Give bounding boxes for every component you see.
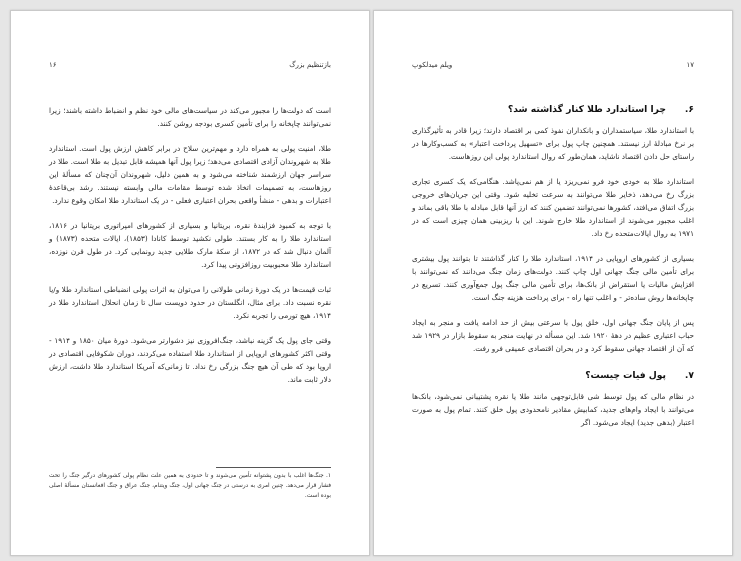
header-title: ویلم میدلکوپ [412, 61, 453, 69]
right-page [373, 10, 733, 556]
paragraph: با استاندارد طلا، سیاستمداران و بانکداران نفوذ کمی بر اقتصاد دارند؛ زیرا قادر به تأثیرگذاری بر نرخ مبادلهٔ ارز نیستند. همچنین چاپ پول برای «تسهیل پرداخت اعتبار» به کسب‌وکارها در راستای حل دادن اقتصاد ناشاید، همان‌طور که روال استاندارد پولی این روزهاست. [412, 126, 694, 161]
section-number: ۷. [684, 370, 694, 381]
paragraph: بسیاری از کشورهای اروپایی در ۱۹۱۴، استاندارد طلا را کنار گذاشتند تا بتوانند پول بیشتری برای تأمین مالی جنگ جهانی اول چاپ کنند. دولت‌های زمان جنگ می‌دانند که نمی‌توانند با افزایش مالیات یا استقراض از بانک‌ها، برای تأمین مالی جنگ پول جمع‌آوری کنند. تسریع در چاپخانه‌ها روش ساده‌تر - و اغلب تنها راه - برای پرداخت هزینه جنگ است. [412, 254, 695, 302]
paragraph: ثبات قیمت‌ها در یک دورهٔ زمانی طولانی را می‌توان به اثرات پولی انضباطی استاندارد طلا و/یا نقره نسبت داد. برای مثال، انگلستان در حدود دویست سال تا زمان انحلال استاندارد طلا در ۱۹۱۴، هیچ تورمی را تجربه نکرد. [49, 285, 331, 320]
body-text [412, 103, 694, 441]
paragraph: با توجه به کمبود فزایندهٔ نقره، بریتانیا و بسیاری از کشورهای امپراتوری بریتانیا در ۱۸۱۶، استاندارد طلا را به کار بستند. طولی نکشید توسط کانادا (۱۸۵۳)، ایالات متحده (۱۸۷۳) و آلمان دنبال شد که در ۱۸۷۲، از سکهٔ مارک طلایی جدید رونمایی کرد. در طول قرن نوزده، استاندارد طلا محبوبیت روزافزونی پیدا کرد. [49, 221, 331, 269]
section-title: چرا استاندارد طلا کنار گذاشته شد؟ [507, 104, 666, 115]
section-heading [412, 369, 694, 383]
paragraph: در نظام مالی که پول توسط شی قابل‌توجهی مانند طلا یا نقره پشتیبانی نمی‌شود، بانک‌ها می‌توانند با ایجاد وام‌های جدید، کمابیش مقادیر نامحدودی پول خلق کنند. تمام پول به صورت اعتبار (بدهی جدید) ایجاد می‌شود. اگر [412, 392, 694, 427]
page-number: ۱۷ [686, 61, 694, 69]
paragraph: پس از پایان جنگ جهانی اول، خلق پول با سرعتی بیش از حد ادامه یافت و منجر به ایجاد حباب اعتباری عظیم در دههٔ ۱۹۲۰ شد. این مسأله در نهایت منجر به سقوط بازار در ۱۹۲۹ شد که آن از اقتصاد جهانی سقوط کرد و در بحران اقتصادی عمیقی فرو رفت. [412, 318, 695, 353]
paragraph: طلا، امنیت پولی به همراه دارد و مهم‌ترین سلاح در برابر کاهش ارزش پول است. استاندارد طلا به شهروندان آزادی اقتصادی می‌دهد؛ زیرا پول آنها همیشه قابل تبدیل به طلا است. طلا در سراسر جهان ارزشمند شناخته می‌شود و به همین دلیل، شهروندان آن‌چنان که مسألهٔ این روزهاست، به تصمیمات اتخاذ شده توسط مقامات مالی وابسته نیستند. رشد بی‌قاعدهٔ اعتبارات و بدهی - منشأ واقعی بحران اعتباری فعلی - در یک استاندارد طلا امکان وقوع ندارد. [49, 144, 331, 205]
running-header [49, 59, 331, 71]
section-title: پول فیات چیست؟ [585, 370, 666, 381]
section-number: ۶. [684, 104, 694, 115]
footnote-divider [216, 467, 331, 468]
paragraph: استاندارد طلا به خودی خود فرو نمی‌ریزد یا از هم نمی‌پاشد. هنگامی‌که یک کسری تجاری بزرگ رخ می‌دهد، ذخایر طلا می‌توانند به سرعت تخلیه شود. وقتی این جریان‌های خروجی بزرگ اتفاق می‌افتد، کشورها نمی‌توانند تضمین کنند که ارز آنها قابل مبادله با طلا باقی بماند و اغلب مجبور می‌شوند از استاندارد طلا خارج شوند. این با ریزبینی همان چیزی است که در ۱۹۷۱ به روال ایالات‌متحده رخ داد. [412, 177, 694, 238]
footnote: ۱. جنگ‌ها اغلب با بدون پشتوانه تأمین می‌شوند و تا حدودی به همین علت نظام پولی کشورهای درگیر جنگ را تحت فشار قرار می‌دهد. چنین امری به درستی در جنگ جهانی اول، جنگ ویتنام، جنگ عراق و جنگ افغانستان مسألهٔ اصلی بوده است. [49, 473, 331, 499]
section-heading [412, 103, 694, 117]
body-text [49, 104, 331, 398]
paragraph: است که دولت‌ها را مجبور می‌کند در سیاست‌های مالی خود نظم و انضباط داشته باشند؛ زیرا نمی‌توانند چاپخانه را برای تأمین کسری بودجه روشن کنند. [49, 106, 331, 128]
paragraph: وقتی جای پول یک گزینه نباشد، جنگ‌افروزی نیز دشوارتر می‌شود. دورهٔ میان ۱۸۵۰ و ۱۹۱۴ - وقتی اکثر کشورهای اروپایی از استاندارد طلا استفاده می‌کردند، دوران شکوفایی اقتصادی در اروپا بود که طی آن هیچ جنگ بزرگی رخ نداد. تا زمانی‌که آمریکا استاندارد طلا داشت، ارزش دلار ثابت ماند. [49, 336, 332, 384]
header-title: بازتنظیم بزرگ [289, 61, 331, 69]
page-number: ۱۶ [49, 61, 57, 69]
running-header [412, 59, 694, 71]
left-page [10, 10, 370, 556]
